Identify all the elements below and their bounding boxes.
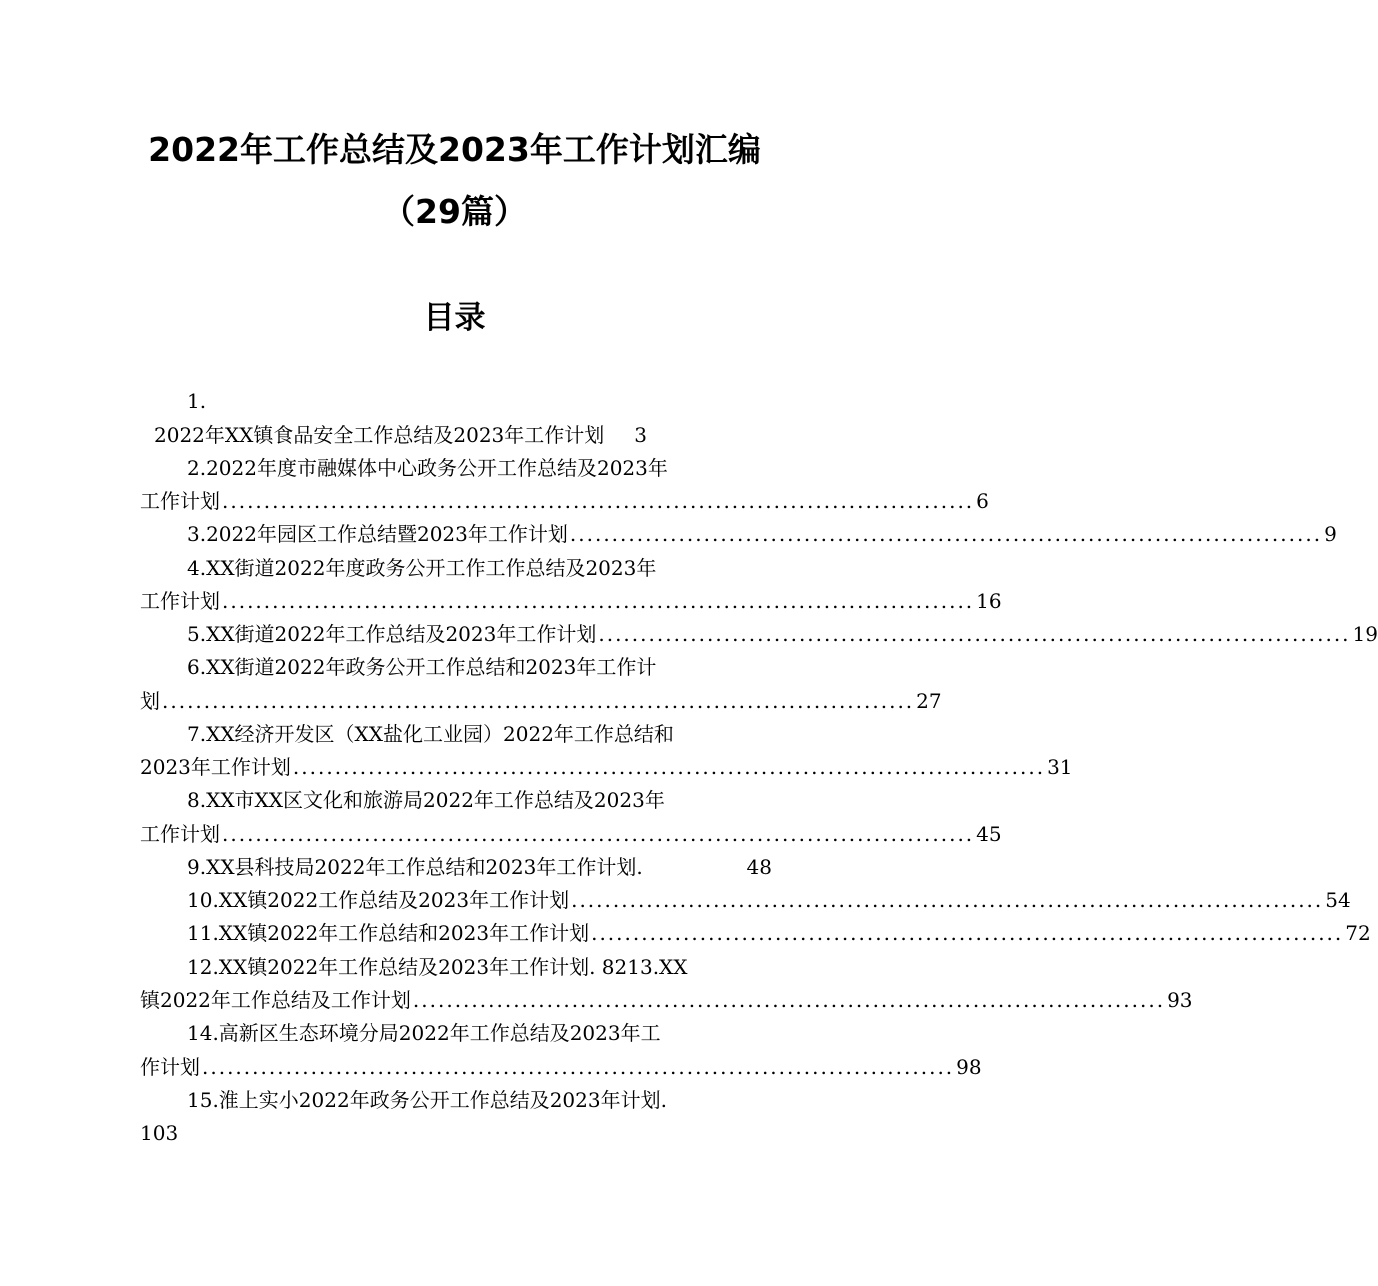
toc-page-number: 6 [976, 489, 989, 513]
toc-line-text: 1. [187, 389, 207, 413]
toc-line[interactable] [140, 385, 772, 418]
toc-line-text: 9.XX县科技局2022年工作总结和2023年工作计划. [187, 855, 643, 879]
toc-line-text: 2023年工作计划 [140, 755, 291, 779]
toc-line-text: 8.XX市XX区文化和旅游局2022年工作总结及2023年 [187, 788, 665, 812]
toc-page-number: 72 [1345, 921, 1371, 945]
toc-line[interactable] [140, 951, 772, 984]
toc-line-text: 7.XX经济开发区（XX盐化工业园）2022年工作总结和 [187, 722, 674, 746]
toc-leader-dots: .......................................................................................... [571, 888, 1324, 912]
toc-line[interactable] [140, 784, 772, 817]
toc-line[interactable] [140, 552, 772, 585]
toc-line-text: 3.2022年园区工作总结暨2023年工作计划 [187, 522, 568, 546]
toc-leader-dots: .......................................................................................... [412, 988, 1166, 1012]
toc-leader-dots: .......................................................................................... [162, 689, 915, 713]
toc-line[interactable] [140, 1017, 772, 1050]
toc-leader-dots: .......................................................................................... [598, 622, 1351, 646]
toc-line-text: 12.XX镇2022年工作总结及2023年工作计划. 8213.XX [187, 955, 688, 979]
toc-line-text: 工作计划 [140, 589, 220, 613]
toc-leader-dots: .......................................................................................... [569, 522, 1323, 546]
toc-page-number: 98 [956, 1055, 982, 1079]
toc-leader-dots: .......................................................................................... [591, 921, 1344, 945]
toc-line-text: 4.XX街道2022年度政务公开工作工作总结及2023年 [187, 556, 657, 580]
document-title: 2022年工作总结及2023年工作计划汇编 [148, 130, 761, 169]
toc-line[interactable] [140, 751, 1073, 784]
toc-page-number: 54 [1325, 888, 1351, 912]
toc-page-number: 27 [916, 689, 942, 713]
toc-line[interactable] [140, 685, 942, 718]
toc-line[interactable] [140, 452, 772, 485]
toc-leader-dots: .......................................................................................... [202, 1055, 955, 1079]
toc-line-text: 作计划 [140, 1055, 200, 1079]
toc-line[interactable] [140, 818, 1002, 851]
toc-leader-dots: .......................................................................................... [222, 489, 975, 513]
toc-line[interactable] [140, 984, 1193, 1017]
toc-line[interactable] [140, 618, 1378, 651]
toc-line-text: 10.XX镇2022工作总结及2023年工作计划 [187, 888, 570, 912]
toc-page-number: 45 [976, 822, 1002, 846]
toc-line[interactable] [140, 884, 1351, 917]
toc-line-text: 2022年XX镇食品安全工作总结及2023年工作计划 [154, 423, 605, 447]
toc-heading: 目录 [423, 300, 486, 336]
toc-line-text: 103 [140, 1121, 179, 1145]
toc-line[interactable] [140, 851, 772, 884]
toc-line[interactable] [140, 1051, 982, 1084]
toc-line-text: 14.高新区生态环境分局2022年工作总结及2023年工 [187, 1021, 661, 1045]
toc-page-number: 31 [1047, 755, 1073, 779]
toc-line-text: 镇2022年工作总结及工作计划 [140, 988, 411, 1012]
toc-leader-dots: .......................................................................................... [222, 822, 975, 846]
toc-line-text: 工作计划 [140, 489, 220, 513]
toc-page-number: 9 [1324, 522, 1337, 546]
toc-line-text: 划 [140, 689, 160, 713]
toc-leader-dots: .......................................................................................... [222, 589, 975, 613]
toc-line-text: 15.淮上实小2022年政务公开工作总结及2023年计划. [187, 1088, 667, 1112]
toc-line[interactable] [140, 718, 772, 751]
toc-line[interactable] [140, 518, 1337, 551]
toc-line[interactable] [140, 917, 1371, 950]
toc-line-text: 11.XX镇2022年工作总结和2023年工作计划 [187, 921, 590, 945]
toc-page-number: 3 [634, 423, 648, 447]
toc-line[interactable] [140, 585, 1002, 618]
toc-leader-dots: .......................................................................................... [292, 755, 1046, 779]
toc-page-number: 93 [1167, 988, 1193, 1012]
toc-page-number: 48 [746, 855, 772, 879]
toc-line-text: 5.XX街道2022年工作总结及2023年工作计划 [187, 622, 597, 646]
toc-line[interactable] [140, 1084, 772, 1117]
toc-line[interactable] [140, 651, 772, 684]
toc-page-number: 19 [1352, 622, 1378, 646]
toc-line[interactable] [140, 1117, 772, 1150]
toc-page-number: 16 [976, 589, 1002, 613]
document-subtitle: （29篇） [382, 192, 527, 231]
toc-line[interactable] [140, 419, 772, 452]
toc-line-text: 6.XX街道2022年政务公开工作总结和2023年工作计 [187, 655, 657, 679]
toc-line-text: 工作计划 [140, 822, 220, 846]
toc-line[interactable] [140, 485, 989, 518]
toc-line-text: 2.2022年度市融媒体中心政务公开工作总结及2023年 [187, 456, 668, 480]
